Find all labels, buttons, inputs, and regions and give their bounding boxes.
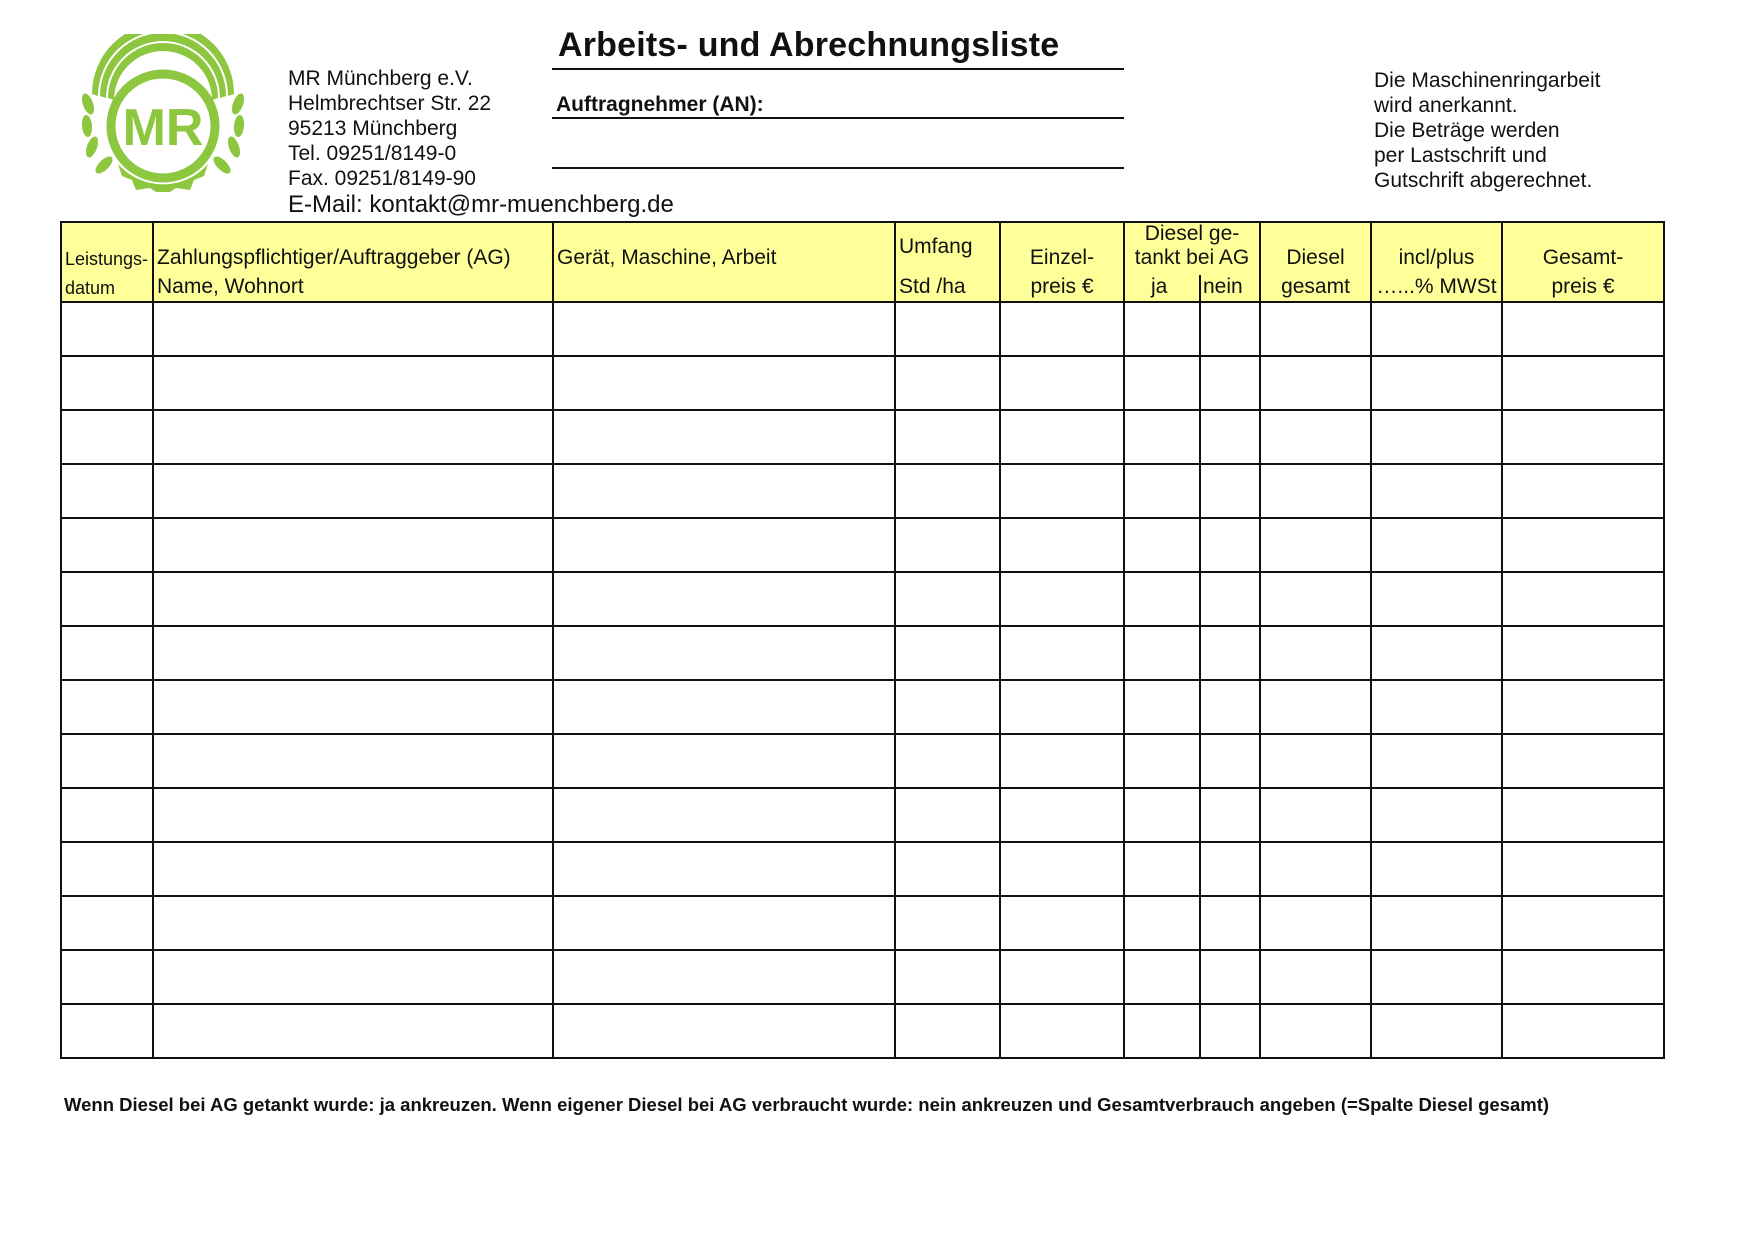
cell-diesel-ag[interactable] xyxy=(1124,896,1260,950)
cell-geraet[interactable] xyxy=(553,896,895,950)
cell-diesel-gesamt[interactable] xyxy=(1260,302,1371,356)
cell-einzelpreis[interactable] xyxy=(1000,950,1124,1004)
cell-diesel-ag[interactable] xyxy=(1124,842,1260,896)
cell-diesel-gesamt[interactable] xyxy=(1260,1004,1371,1058)
diesel-subcolumn-divider xyxy=(1199,357,1201,409)
org-city: 95213 Münchberg xyxy=(288,117,458,140)
diesel-subcolumn-divider xyxy=(1199,897,1201,949)
cell-geraet[interactable] xyxy=(553,464,895,518)
cell-datum[interactable] xyxy=(61,788,153,842)
cell-diesel-gesamt[interactable] xyxy=(1260,410,1371,464)
cell-ag[interactable] xyxy=(153,626,553,680)
work-billing-table xyxy=(60,221,1665,1059)
cell-mwst[interactable] xyxy=(1371,302,1502,356)
cell-umfang[interactable] xyxy=(895,572,1000,626)
cell-mwst[interactable] xyxy=(1371,1004,1502,1058)
cell-einzelpreis[interactable] xyxy=(1000,1004,1124,1058)
cell-geraet[interactable] xyxy=(553,1004,895,1058)
col-header-diesel-ag xyxy=(1124,222,1260,302)
cell-umfang[interactable] xyxy=(895,680,1000,734)
cell-umfang[interactable] xyxy=(895,896,1000,950)
cell-ag[interactable] xyxy=(153,302,553,356)
cell-geraet[interactable] xyxy=(553,842,895,896)
cell-datum[interactable] xyxy=(61,518,153,572)
cell-datum[interactable] xyxy=(61,950,153,1004)
cell-geraet[interactable] xyxy=(553,518,895,572)
cell-ag[interactable] xyxy=(153,410,553,464)
cell-geraet[interactable] xyxy=(553,356,895,410)
cell-einzelpreis[interactable] xyxy=(1000,302,1124,356)
cell-umfang[interactable] xyxy=(895,842,1000,896)
cell-ag[interactable] xyxy=(153,788,553,842)
note-line: wird anerkannt. xyxy=(1374,94,1518,117)
cell-diesel-ag[interactable] xyxy=(1124,626,1260,680)
table-row xyxy=(61,518,1664,572)
cell-gesamtpreis[interactable] xyxy=(1502,842,1664,896)
cell-diesel-gesamt[interactable] xyxy=(1260,572,1371,626)
cell-einzelpreis[interactable] xyxy=(1000,572,1124,626)
cell-datum[interactable] xyxy=(61,842,153,896)
cell-umfang[interactable] xyxy=(895,734,1000,788)
table-row xyxy=(61,734,1664,788)
diesel-subcolumn-divider xyxy=(1199,573,1201,625)
col-header-label: Einzel- xyxy=(1029,246,1095,269)
cell-diesel-gesamt[interactable] xyxy=(1260,950,1371,1004)
table-row xyxy=(61,842,1664,896)
cell-umfang[interactable] xyxy=(895,356,1000,410)
cell-diesel-ag[interactable] xyxy=(1124,950,1260,1004)
col-header-ag xyxy=(153,222,553,302)
col-header-label: datum xyxy=(65,278,116,298)
cell-datum[interactable] xyxy=(61,572,153,626)
cell-einzelpreis[interactable] xyxy=(1000,518,1124,572)
cell-einzelpreis[interactable] xyxy=(1000,788,1124,842)
table-row xyxy=(61,1004,1664,1058)
cell-einzelpreis[interactable] xyxy=(1000,896,1124,950)
cell-mwst[interactable] xyxy=(1371,626,1502,680)
cell-einzelpreis[interactable] xyxy=(1000,464,1124,518)
cell-gesamtpreis[interactable] xyxy=(1502,896,1664,950)
org-street: Helmbrechtser Str. 22 xyxy=(288,92,492,115)
cell-umfang[interactable] xyxy=(895,626,1000,680)
cell-mwst[interactable] xyxy=(1371,356,1502,410)
col-header-label: Leistungs- xyxy=(65,249,149,269)
logo-text: MR xyxy=(122,99,204,157)
cell-diesel-gesamt[interactable] xyxy=(1260,356,1371,410)
col-header-label: tankt bei AG xyxy=(1134,246,1250,269)
table-row xyxy=(61,788,1664,842)
cell-gesamtpreis[interactable] xyxy=(1502,518,1664,572)
cell-gesamtpreis[interactable] xyxy=(1502,356,1664,410)
diesel-subcolumn-divider xyxy=(1199,465,1201,517)
cell-geraet[interactable] xyxy=(553,302,895,356)
diesel-subcolumn-divider xyxy=(1199,411,1201,463)
diesel-subcolumn-divider xyxy=(1199,519,1201,571)
table-row xyxy=(61,302,1664,356)
col-header-label: Umfang xyxy=(899,235,973,258)
cell-umfang[interactable] xyxy=(895,518,1000,572)
contractor-label: Auftragnehmer (AN): xyxy=(556,93,764,116)
col-header-label: preis € xyxy=(1030,275,1094,298)
col-header-label: Std /ha xyxy=(899,275,966,298)
cell-einzelpreis[interactable] xyxy=(1000,734,1124,788)
diesel-subcolumn-divider xyxy=(1199,951,1201,1003)
col-header-label: Diesel xyxy=(1286,246,1345,269)
cell-ag[interactable] xyxy=(153,356,553,410)
table-row xyxy=(61,680,1664,734)
cell-mwst[interactable] xyxy=(1371,788,1502,842)
cell-datum[interactable] xyxy=(61,680,153,734)
diesel-subcolumn-divider xyxy=(1199,275,1201,301)
cell-ag[interactable] xyxy=(153,464,553,518)
col-header-label: Diesel ge- xyxy=(1144,222,1240,245)
cell-mwst[interactable] xyxy=(1371,464,1502,518)
cell-diesel-gesamt[interactable] xyxy=(1260,680,1371,734)
cell-diesel-gesamt[interactable] xyxy=(1260,788,1371,842)
note-line: per Lastschrift und xyxy=(1374,144,1547,167)
diesel-instruction-note: Wenn Diesel bei AG getankt wurde: ja ankreuzen. Wenn eigener Diesel bei AG verbraucht wurde: nein ankreuzen und Gesamtverbrauch angeben (=Spalte Diesel gesamt) xyxy=(64,1094,1550,1115)
col-header-label: ja xyxy=(1151,275,1168,298)
cell-diesel-ag[interactable] xyxy=(1124,734,1260,788)
note-line: Die Beträge werden xyxy=(1374,119,1560,142)
note-line: Gutschrift abgerechnet. xyxy=(1374,169,1593,192)
contractor-line-1[interactable] xyxy=(552,117,1124,119)
col-header-label: Gesamt- xyxy=(1542,246,1624,269)
cell-diesel-ag[interactable] xyxy=(1124,788,1260,842)
mr-logo xyxy=(78,34,248,192)
cell-diesel-ag[interactable] xyxy=(1124,680,1260,734)
cell-geraet[interactable] xyxy=(553,410,895,464)
col-header-label: nein xyxy=(1203,275,1243,298)
diesel-subcolumn-divider xyxy=(1199,627,1201,679)
cell-gesamtpreis[interactable] xyxy=(1502,1004,1664,1058)
cell-diesel-ag[interactable] xyxy=(1124,302,1260,356)
cell-einzelpreis[interactable] xyxy=(1000,842,1124,896)
cell-ag[interactable] xyxy=(153,896,553,950)
cell-einzelpreis[interactable] xyxy=(1000,680,1124,734)
cell-datum[interactable] xyxy=(61,464,153,518)
col-header-label: preis € xyxy=(1551,275,1615,298)
form-title: Arbeits- und Abrechnungsliste xyxy=(558,26,1060,64)
cell-ag[interactable] xyxy=(153,518,553,572)
org-tel: Tel. 09251/8149-0 xyxy=(288,142,457,165)
cell-gesamtpreis[interactable] xyxy=(1502,302,1664,356)
diesel-subcolumn-divider xyxy=(1199,735,1201,787)
cell-diesel-gesamt[interactable] xyxy=(1260,626,1371,680)
title-underline xyxy=(552,68,1124,70)
cell-diesel-ag[interactable] xyxy=(1124,518,1260,572)
cell-mwst[interactable] xyxy=(1371,410,1502,464)
col-header-einzelpreis xyxy=(1000,222,1124,302)
cell-datum[interactable] xyxy=(61,896,153,950)
col-header-label: incl/plus xyxy=(1398,246,1475,269)
cell-datum[interactable] xyxy=(61,1004,153,1058)
cell-mwst[interactable] xyxy=(1371,518,1502,572)
note-line: Die Maschinenringarbeit xyxy=(1374,69,1601,92)
cell-umfang[interactable] xyxy=(895,464,1000,518)
table-row xyxy=(61,950,1664,1004)
diesel-subcolumn-divider xyxy=(1199,681,1201,733)
contractor-line-2[interactable] xyxy=(552,167,1124,169)
cell-diesel-ag[interactable] xyxy=(1124,356,1260,410)
cell-mwst[interactable] xyxy=(1371,950,1502,1004)
cell-gesamtpreis[interactable] xyxy=(1502,464,1664,518)
cell-ag[interactable] xyxy=(153,734,553,788)
col-header-umfang xyxy=(895,222,1000,302)
diesel-subcolumn-divider xyxy=(1199,843,1201,895)
cell-geraet[interactable] xyxy=(553,950,895,1004)
cell-geraet[interactable] xyxy=(553,680,895,734)
col-header-label: Zahlungspflichtiger/Auftraggeber (AG) xyxy=(157,246,511,269)
cell-umfang[interactable] xyxy=(895,302,1000,356)
table-row xyxy=(61,626,1664,680)
cell-mwst[interactable] xyxy=(1371,842,1502,896)
cell-gesamtpreis[interactable] xyxy=(1502,950,1664,1004)
org-address xyxy=(288,66,674,217)
cell-geraet[interactable] xyxy=(553,626,895,680)
cell-geraet[interactable] xyxy=(553,788,895,842)
cell-mwst[interactable] xyxy=(1371,680,1502,734)
cell-gesamtpreis[interactable] xyxy=(1502,572,1664,626)
cell-diesel-ag[interactable] xyxy=(1124,572,1260,626)
cell-diesel-ag[interactable] xyxy=(1124,410,1260,464)
table-row xyxy=(61,464,1664,518)
cell-einzelpreis[interactable] xyxy=(1000,626,1124,680)
cell-mwst[interactable] xyxy=(1371,734,1502,788)
cell-diesel-gesamt[interactable] xyxy=(1260,734,1371,788)
org-email: E-Mail: kontakt@mr-muenchberg.de xyxy=(288,191,674,218)
cell-umfang[interactable] xyxy=(895,788,1000,842)
table-row xyxy=(61,896,1664,950)
acknowledgement-note xyxy=(1374,68,1600,193)
cell-ag[interactable] xyxy=(153,680,553,734)
cell-datum[interactable] xyxy=(61,410,153,464)
cell-gesamtpreis[interactable] xyxy=(1502,734,1664,788)
cell-diesel-ag[interactable] xyxy=(1124,1004,1260,1058)
cell-gesamtpreis[interactable] xyxy=(1502,626,1664,680)
cell-geraet[interactable] xyxy=(553,734,895,788)
cell-datum[interactable] xyxy=(61,356,153,410)
cell-datum[interactable] xyxy=(61,734,153,788)
cell-mwst[interactable] xyxy=(1371,896,1502,950)
table-row xyxy=(61,356,1664,410)
diesel-subcolumn-divider xyxy=(1199,1005,1201,1057)
cell-diesel-ag[interactable] xyxy=(1124,464,1260,518)
cell-ag[interactable] xyxy=(153,950,553,1004)
cell-gesamtpreis[interactable] xyxy=(1502,680,1664,734)
cell-datum[interactable] xyxy=(61,626,153,680)
cell-ag[interactable] xyxy=(153,572,553,626)
col-header-label: gesamt xyxy=(1281,275,1350,298)
diesel-subcolumn-divider xyxy=(1199,303,1201,355)
cell-umfang[interactable] xyxy=(895,410,1000,464)
cell-ag[interactable] xyxy=(153,842,553,896)
col-header-diesel-gesamt xyxy=(1260,222,1371,302)
cell-umfang[interactable] xyxy=(895,950,1000,1004)
cell-einzelpreis[interactable] xyxy=(1000,356,1124,410)
cell-diesel-gesamt[interactable] xyxy=(1260,464,1371,518)
cell-diesel-gesamt[interactable] xyxy=(1260,896,1371,950)
cell-gesamtpreis[interactable] xyxy=(1502,410,1664,464)
cell-gesamtpreis[interactable] xyxy=(1502,788,1664,842)
col-header-label: Name, Wohnort xyxy=(157,275,304,298)
cell-geraet[interactable] xyxy=(553,572,895,626)
col-header-datum xyxy=(61,222,153,302)
org-fax: Fax. 09251/8149-90 xyxy=(288,167,476,190)
cell-ag[interactable] xyxy=(153,1004,553,1058)
cell-diesel-gesamt[interactable] xyxy=(1260,518,1371,572)
col-header-mwst xyxy=(1371,222,1502,302)
cell-mwst[interactable] xyxy=(1371,572,1502,626)
col-header-gesamtpreis xyxy=(1502,222,1664,302)
table-row xyxy=(61,410,1664,464)
cell-datum[interactable] xyxy=(61,302,153,356)
org-name: MR Münchberg e.V. xyxy=(288,67,473,90)
table-header-row xyxy=(61,222,1664,302)
table-row xyxy=(61,572,1664,626)
cell-einzelpreis[interactable] xyxy=(1000,410,1124,464)
cell-umfang[interactable] xyxy=(895,1004,1000,1058)
col-header-geraet xyxy=(553,222,895,302)
cell-diesel-gesamt[interactable] xyxy=(1260,842,1371,896)
col-header-label: …...% MWSt xyxy=(1376,275,1497,298)
diesel-subcolumn-divider xyxy=(1199,789,1201,841)
col-header-label: Gerät, Maschine, Arbeit xyxy=(557,246,777,269)
